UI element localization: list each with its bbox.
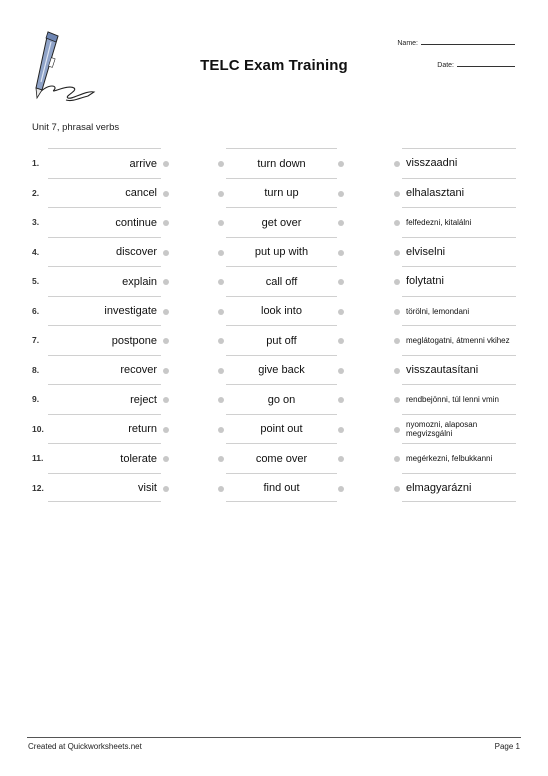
- match-dot[interactable]: [218, 220, 224, 226]
- meaning-cell: [402, 296, 516, 326]
- word-text: return: [128, 423, 157, 436]
- meaning-cell: [402, 443, 516, 473]
- meaning-cell: [402, 178, 516, 208]
- word-text: investigate: [104, 305, 157, 318]
- phrasal-text: point out: [260, 423, 303, 436]
- exercise-row: [0, 237, 548, 267]
- match-dot[interactable]: [338, 486, 344, 492]
- phrasal-cell: [226, 355, 337, 385]
- word-cell: [48, 207, 161, 237]
- row-number: 12.: [32, 482, 44, 493]
- match-dot[interactable]: [163, 220, 169, 226]
- match-dot[interactable]: [163, 279, 169, 285]
- match-dot[interactable]: [338, 161, 344, 167]
- match-dot[interactable]: [338, 250, 344, 256]
- match-dot[interactable]: [218, 191, 224, 197]
- word-cell: [48, 325, 161, 355]
- match-dot[interactable]: [394, 309, 400, 315]
- exercise-row: [0, 148, 548, 178]
- match-dot[interactable]: [218, 427, 224, 433]
- meaning-cell: [402, 414, 516, 444]
- exercise-row: [0, 443, 548, 473]
- meaning-text: felfedezni, kitalálni: [406, 218, 472, 228]
- meaning-text: törölni, lemondani: [406, 306, 470, 316]
- exercise-row: [0, 325, 548, 355]
- phrasal-cell: [226, 148, 337, 178]
- meaning-cell: [402, 473, 516, 503]
- match-dot[interactable]: [163, 309, 169, 315]
- match-dot[interactable]: [163, 191, 169, 197]
- exercise-row: [0, 178, 548, 208]
- match-dot[interactable]: [338, 368, 344, 374]
- row-number: 6.: [32, 305, 40, 316]
- match-dot[interactable]: [394, 220, 400, 226]
- exercise-row: [0, 414, 548, 444]
- word-text: recover: [120, 364, 157, 377]
- row-number: 2.: [32, 187, 40, 198]
- match-dot[interactable]: [218, 279, 224, 285]
- phrasal-cell: [226, 178, 337, 208]
- match-dot[interactable]: [163, 486, 169, 492]
- word-text: visit: [138, 482, 157, 495]
- phrasal-cell: [226, 414, 337, 444]
- meaning-text: folytatni: [406, 275, 444, 288]
- word-cell: [48, 148, 161, 178]
- phrasal-text: turn down: [257, 157, 306, 170]
- phrasal-text: look into: [261, 305, 302, 318]
- phrasal-text: get over: [261, 216, 302, 229]
- row-number: 4.: [32, 246, 40, 257]
- name-blank[interactable]: [421, 37, 515, 45]
- meaning-text: visszaadni: [406, 157, 458, 170]
- date-field[interactable]: [437, 59, 515, 69]
- match-dot[interactable]: [338, 338, 344, 344]
- word-cell: [48, 237, 161, 267]
- meaning-cell: [402, 207, 516, 237]
- match-dot[interactable]: [218, 309, 224, 315]
- match-dot[interactable]: [338, 279, 344, 285]
- match-dot[interactable]: [338, 191, 344, 197]
- match-dot[interactable]: [163, 427, 169, 433]
- match-dot[interactable]: [163, 338, 169, 344]
- word-cell: [48, 384, 161, 414]
- meaning-text: visszautasítani: [406, 363, 479, 376]
- match-dot[interactable]: [394, 161, 400, 167]
- phrasal-cell: [226, 473, 337, 503]
- date-label: Date:: [437, 62, 454, 69]
- phrasal-cell: [226, 237, 337, 267]
- match-dot[interactable]: [394, 250, 400, 256]
- word-cell: [48, 355, 161, 385]
- exercise-row: [0, 384, 548, 414]
- match-dot[interactable]: [394, 427, 400, 433]
- meaning-cell: [402, 148, 516, 178]
- unit-subtitle: Unit 7, phrasal verbs: [32, 122, 120, 133]
- match-dot[interactable]: [394, 368, 400, 374]
- phrasal-text: go on: [267, 393, 296, 406]
- phrasal-text: give back: [258, 364, 305, 377]
- phrasal-cell: [226, 296, 337, 326]
- match-dot[interactable]: [338, 220, 344, 226]
- meaning-text: elhalasztani: [406, 186, 465, 199]
- word-text: continue: [115, 216, 157, 229]
- word-text: postpone: [111, 334, 157, 347]
- footer-divider: [27, 737, 521, 738]
- meaning-cell: [402, 355, 516, 385]
- page-number: Page 1: [494, 742, 520, 751]
- row-number: 10.: [32, 423, 44, 434]
- phrasal-cell: [226, 266, 337, 296]
- meaning-text: nyomozni, alaposan megvizsgálni: [406, 420, 478, 439]
- word-text: discover: [116, 246, 157, 259]
- match-dot[interactable]: [163, 250, 169, 256]
- word-text: arrive: [129, 157, 157, 170]
- match-dot[interactable]: [338, 456, 344, 462]
- match-dot[interactable]: [338, 309, 344, 315]
- exercise-row: [0, 473, 548, 503]
- phrasal-cell: [226, 384, 337, 414]
- word-text: explain: [122, 275, 157, 288]
- phrasal-text: find out: [263, 482, 300, 495]
- word-cell: [48, 443, 161, 473]
- match-dot[interactable]: [218, 161, 224, 167]
- match-dot[interactable]: [394, 456, 400, 462]
- meaning-cell: [402, 237, 516, 267]
- word-text: cancel: [125, 187, 157, 200]
- word-cell: [48, 178, 161, 208]
- match-dot[interactable]: [394, 279, 400, 285]
- exercise-row: [0, 266, 548, 296]
- matching-exercise: [0, 148, 548, 502]
- phrasal-cell: [226, 207, 337, 237]
- word-text: tolerate: [120, 452, 157, 465]
- phrasal-cell: [226, 443, 337, 473]
- exercise-row: [0, 355, 548, 385]
- exercise-row: [0, 207, 548, 237]
- meaning-text: rendbejönni, túl lenni vmin: [406, 395, 499, 405]
- meaning-cell: [402, 384, 516, 414]
- match-dot[interactable]: [338, 397, 344, 403]
- phrasal-text: come over: [255, 452, 308, 465]
- match-dot[interactable]: [394, 397, 400, 403]
- meaning-text: megérkezni, felbukkanni: [406, 454, 493, 464]
- match-dot[interactable]: [394, 486, 400, 492]
- match-dot[interactable]: [163, 456, 169, 462]
- match-dot[interactable]: [218, 250, 224, 256]
- row-number: 9.: [32, 394, 40, 404]
- match-dot[interactable]: [218, 397, 224, 403]
- meaning-cell: [402, 325, 516, 355]
- word-text: reject: [130, 393, 157, 406]
- match-dot[interactable]: [218, 486, 224, 492]
- word-cell: [48, 414, 161, 444]
- row-number: 7.: [32, 335, 40, 345]
- footer-credit: Created at Quickworksheets.net: [28, 742, 142, 751]
- match-dot[interactable]: [163, 368, 169, 374]
- row-number: 8.: [32, 364, 40, 375]
- word-cell: [48, 266, 161, 296]
- meaning-text: elmagyarázni: [406, 481, 472, 494]
- phrasal-text: put off: [266, 334, 297, 347]
- page-title: TELC Exam Training: [200, 57, 348, 74]
- match-dot[interactable]: [218, 456, 224, 462]
- match-dot[interactable]: [163, 161, 169, 167]
- name-label: Name:: [397, 40, 418, 47]
- match-dot[interactable]: [394, 191, 400, 197]
- match-dot[interactable]: [163, 397, 169, 403]
- phrasal-text: call off: [265, 275, 298, 288]
- meaning-cell: [402, 266, 516, 296]
- exercise-row: [0, 296, 548, 326]
- date-blank[interactable]: [457, 59, 515, 67]
- row-number: 1.: [32, 158, 40, 168]
- match-dot[interactable]: [338, 427, 344, 433]
- match-dot[interactable]: [218, 338, 224, 344]
- phrasal-text: turn up: [264, 187, 299, 200]
- row-number: 3.: [32, 217, 40, 227]
- row-number: 5.: [32, 276, 40, 286]
- match-dot[interactable]: [394, 338, 400, 344]
- word-cell: [48, 296, 161, 326]
- meaning-text: elviselni: [406, 245, 446, 258]
- match-dot[interactable]: [218, 368, 224, 374]
- meaning-text: meglátogatni, átmenni vkihez: [406, 336, 510, 346]
- phrasal-cell: [226, 325, 337, 355]
- row-number: 11.: [32, 453, 44, 463]
- phrasal-text: put up with: [254, 246, 309, 259]
- word-cell: [48, 473, 161, 503]
- name-field[interactable]: [397, 37, 515, 47]
